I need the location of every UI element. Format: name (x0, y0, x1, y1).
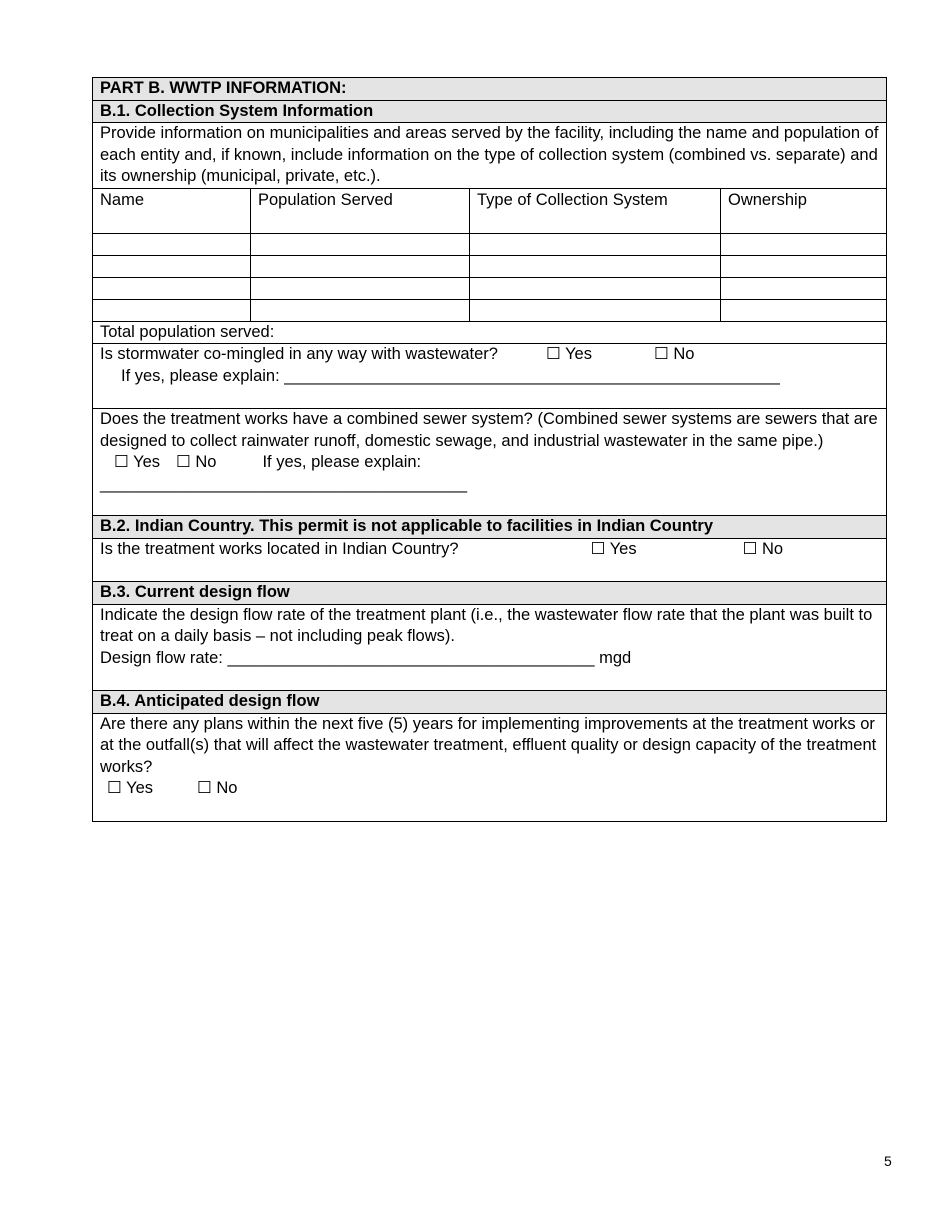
design-flow-cell (93, 604, 887, 691)
col-header-population: Population Served (251, 188, 470, 233)
name-cell[interactable] (93, 255, 251, 277)
indian-country-yes-checkbox[interactable]: ☐ Yes (590, 539, 637, 558)
b2-heading: B.2. Indian Country. This permit is not applicable to facilities in Indian Country (93, 516, 887, 539)
stormwater-yes-checkbox[interactable]: ☐ Yes (545, 345, 592, 363)
name-cell[interactable] (93, 299, 251, 321)
stormwater-explain-field[interactable]: If yes, please explain: ______________________________________________________ (121, 366, 780, 385)
b3-heading: B.3. Current design flow (93, 582, 887, 605)
anticipated-yes-checkbox[interactable]: ☐ Yes (107, 779, 153, 797)
stormwater-question: Is stormwater co-mingled in any way with wastewater? (100, 345, 498, 363)
indian-country-cell (93, 538, 887, 582)
col-header-collection-type: Type of Collection System (470, 188, 721, 233)
b1-instructions: Provide information on municipalities and areas served by the facility, including the name and population of each entity and, if known, include information on the type of collection system (combined vs. separate) and its ownership (municipal, private, etc.). (93, 123, 887, 189)
col-header-name: Name (93, 188, 251, 233)
population-cell[interactable] (251, 233, 470, 255)
collection-type-cell[interactable] (470, 299, 721, 321)
part-title: PART B. WWTP INFORMATION: (93, 78, 887, 101)
table-row (93, 233, 887, 255)
col-header-ownership: Ownership (721, 188, 887, 233)
ownership-cell[interactable] (721, 233, 887, 255)
stormwater-question-cell (93, 344, 887, 409)
b1-heading: B.1. Collection System Information (93, 100, 887, 123)
anticipated-flow-question: Are there any plans within the next five (5) years for implementing improvements at the treatment works or at the outfall(s) that will affect the wastewater treatment, effluent quality or design capacity of the treatment works? (100, 714, 877, 776)
anticipated-no-checkbox[interactable]: ☐ No (197, 779, 238, 797)
table-row (93, 299, 887, 321)
stormwater-no-checkbox[interactable]: ☐ No (653, 345, 695, 363)
b4-heading: B.4. Anticipated design flow (93, 691, 887, 714)
collection-type-cell[interactable] (470, 233, 721, 255)
population-cell[interactable] (251, 277, 470, 299)
design-flow-instructions: Indicate the design flow rate of the treatment plant (i.e., the wastewater flow rate that the plant was built to treat on a daily basis – not including peak flows). (100, 605, 873, 645)
ownership-cell[interactable] (721, 277, 887, 299)
ownership-cell[interactable] (721, 299, 887, 321)
combined-no-checkbox[interactable]: ☐ No (176, 453, 217, 471)
collection-type-cell[interactable] (470, 255, 721, 277)
ownership-cell[interactable] (721, 255, 887, 277)
indian-country-no-checkbox[interactable]: ☐ No (742, 539, 784, 558)
design-flow-rate-field[interactable]: Design flow rate: ________________________________________ mgd (100, 648, 632, 667)
population-cell[interactable] (251, 255, 470, 277)
combined-explain-field[interactable]: ________________________________________ (100, 474, 468, 493)
name-cell[interactable] (93, 277, 251, 299)
combined-explain-label: If yes, please explain: (262, 453, 422, 471)
combined-sewer-question: Does the treatment works have a combined sewer system? (Combined sewer systems are sewers that are designed to collect rainwater runoff, domestic sewage, and industrial wastewater in the same pipe.) (100, 410, 878, 450)
wwtp-information-form (92, 77, 887, 822)
table-row (93, 277, 887, 299)
indian-country-question: Is the treatment works located in Indian Country? (100, 539, 459, 558)
name-cell[interactable] (93, 233, 251, 255)
table-row (93, 255, 887, 277)
combined-sewer-cell (93, 409, 887, 516)
population-cell[interactable] (251, 299, 470, 321)
total-population-field[interactable]: Total population served: (93, 321, 887, 344)
anticipated-flow-cell (93, 713, 887, 821)
collection-type-cell[interactable] (470, 277, 721, 299)
combined-yes-checkbox[interactable]: ☐ Yes (114, 453, 160, 471)
page-number: 5 (884, 1153, 892, 1169)
